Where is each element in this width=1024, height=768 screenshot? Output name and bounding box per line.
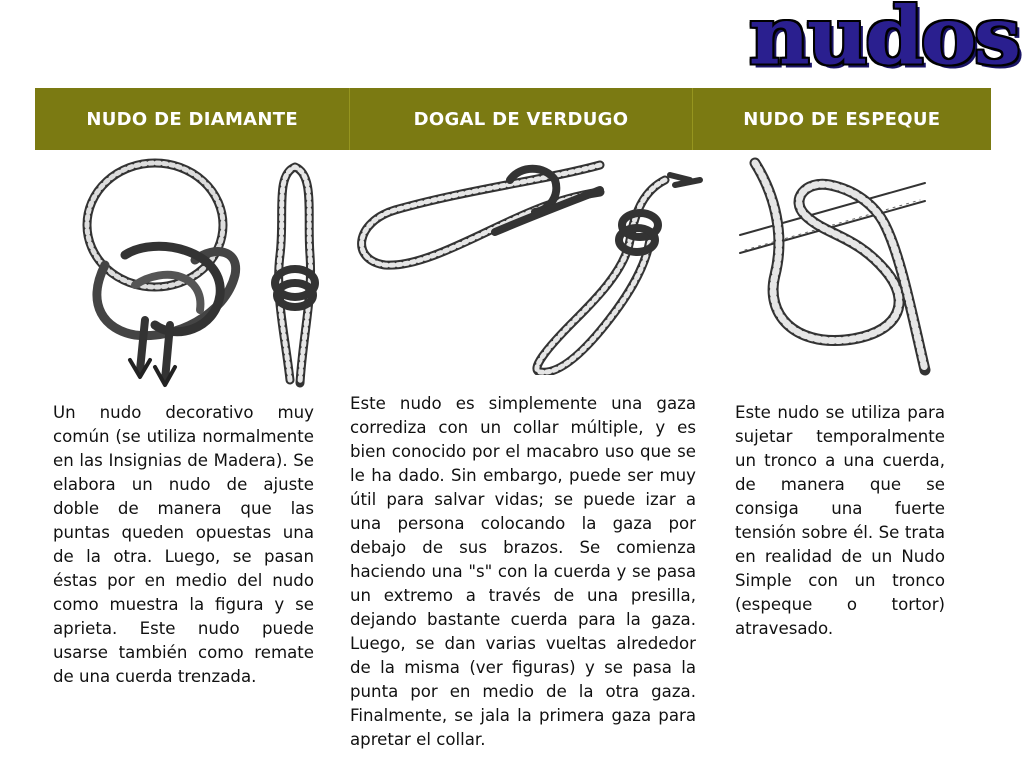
marlinspike-hitch-illustration bbox=[735, 155, 935, 380]
hangman-noose-illustration bbox=[345, 150, 725, 375]
diamond-knot-illustration bbox=[75, 155, 335, 390]
description-verdugo: Este nudo es simplemente una gaza corrediza con un collar múltiple, y es bien conocido por el macabro uso que se le ha dado. Sin embargo, puede ser muy útil para salvar vidas; se puede izar a una persona colocando la gaza por debajo de sus brazos. Se comienza haciendo una "s" con la cuerda y se pasa un extremo a través de una presilla, dejando bastante cuerda para la gaza. Luego, se dan varias vueltas alrededor de la misma (ver figuras) y se pasa la punta por en medio de la otra gaza. Finalmente, se jala la primera gaza para apretar el collar. bbox=[350, 394, 696, 749]
column-header-espeque: NUDO DE ESPEQUE bbox=[743, 108, 941, 130]
description-espeque: Este nudo se utiliza para sujetar temporalmente un tronco a una cuerda, de manera que se consiga una fuerte tensión sobre él. Se trata en realidad de un Nudo Simple con un tronco (espeque o tortor) atravesado. bbox=[735, 403, 945, 638]
column-header-verdugo: DOGAL DE VERDUGO bbox=[350, 88, 692, 150]
description-diamante: Un nudo decorativo muy común (se utiliza normalmente en las Insignias de Madera). Se elabora un nudo de ajuste doble de manera que las puntas queden opuestas una de la otra. Luego, se pasan éstas por en medio del nudo como muestra la figura y se aprieta. Este nudo puede usarse también como remate de una cuerda trenzada. bbox=[53, 403, 314, 686]
table-header bbox=[35, 88, 991, 150]
page-title: nudos bbox=[748, 0, 1018, 83]
column-header-diamante: NUDO DE DIAMANTE bbox=[35, 88, 350, 150]
